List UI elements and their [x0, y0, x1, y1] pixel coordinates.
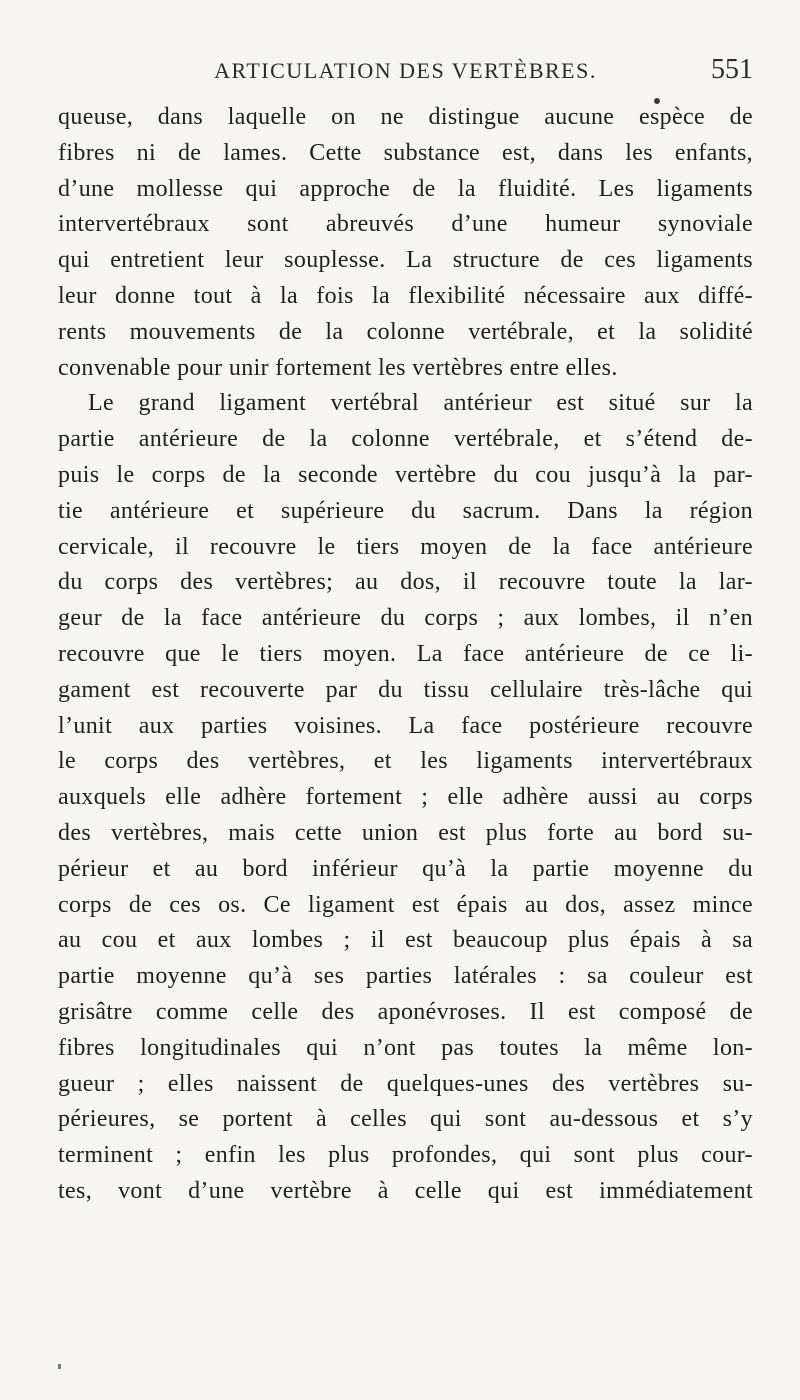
text-line: partie moyenne qu’à ses parties latérales : sa couleur est	[58, 963, 753, 990]
text-line: intervertébraux sont abreuvés d’une humeur synoviale	[58, 211, 753, 238]
text-line: fibres ni de lames. Cette substance est, dans les enfants,	[58, 139, 753, 166]
ink-speck	[58, 1364, 61, 1369]
text-line: qui entretient leur souplesse. La structure de ces ligaments	[58, 247, 753, 274]
text-line: des vertèbres, mais cette union est plus forte au bord su-	[58, 819, 753, 846]
running-title: ARTICULATION DES VERTÈBRES.	[214, 58, 597, 83]
text-line: puis le corps de la seconde vertèbre du cou jusqu’à la par-	[58, 461, 753, 488]
text-line: gament est recouverte par du tissu cellulaire très-lâche qui	[58, 676, 753, 703]
text-line: tes, vont d’une vertèbre à celle qui est immédiatement	[58, 1177, 753, 1204]
running-head	[58, 54, 753, 88]
body-text	[58, 100, 753, 1210]
page-number: 551	[711, 54, 753, 85]
text-line: fibres longitudinales qui n’ont pas toutes la même lon-	[58, 1034, 753, 1061]
text-line: geur de la face antérieure du corps ; aux lombes, il n’en	[58, 605, 753, 632]
text-line: corps de ces os. Ce ligament est épais au dos, assez mince	[58, 891, 753, 918]
text-line: le corps des vertèbres, et les ligaments intervertébraux	[58, 748, 753, 775]
text-line-paragraph-start: Le grand ligament vertébral antérieur est situé sur la	[88, 390, 753, 417]
text-line: tie antérieure et supérieure du sacrum. Dans la région	[58, 497, 753, 524]
text-line: périeur et au bord inférieur qu’à la partie moyenne du	[58, 855, 753, 882]
text-line: grisâtre comme celle des aponévroses. Il est composé de	[58, 998, 753, 1025]
text-line: convenable pour unir fortement les vertèbres entre elles.	[58, 354, 618, 381]
text-line: partie antérieure de la colonne vertébrale, et s’étend de-	[58, 426, 753, 453]
text-line: périeures, se portent à celles qui sont au-dessous et s’y	[58, 1106, 753, 1133]
text-line: l’unit aux parties voisines. La face postérieure recouvre	[58, 712, 753, 739]
text-line: leur donne tout à la fois la flexibilité nécessaire aux diffé-	[58, 282, 753, 309]
text-line: queuse, dans laquelle on ne distingue aucune espèce de	[58, 104, 753, 130]
text-line: cervicale, il recouvre le tiers moyen de la face antérieure	[58, 533, 753, 560]
text-line: au cou et aux lombes ; il est beaucoup plus épais à sa	[58, 927, 753, 954]
text-line: gueur ; elles naissent de quelques-unes des vertèbres su-	[58, 1070, 753, 1097]
text-line: terminent ; enfin les plus profondes, qui sont plus cour-	[58, 1142, 753, 1169]
text-line: du corps des vertèbres; au dos, il recouvre toute la lar-	[58, 569, 753, 596]
text-line: auxquels elle adhère fortement ; elle adhère aussi au corps	[58, 784, 753, 811]
text-line: recouvre que le tiers moyen. La face antérieure de ce li-	[58, 640, 753, 667]
text-line: rents mouvements de la colonne vertébrale, et la solidité	[58, 318, 753, 345]
text-line: d’une mollesse qui approche de la fluidité. Les ligaments	[58, 175, 753, 202]
